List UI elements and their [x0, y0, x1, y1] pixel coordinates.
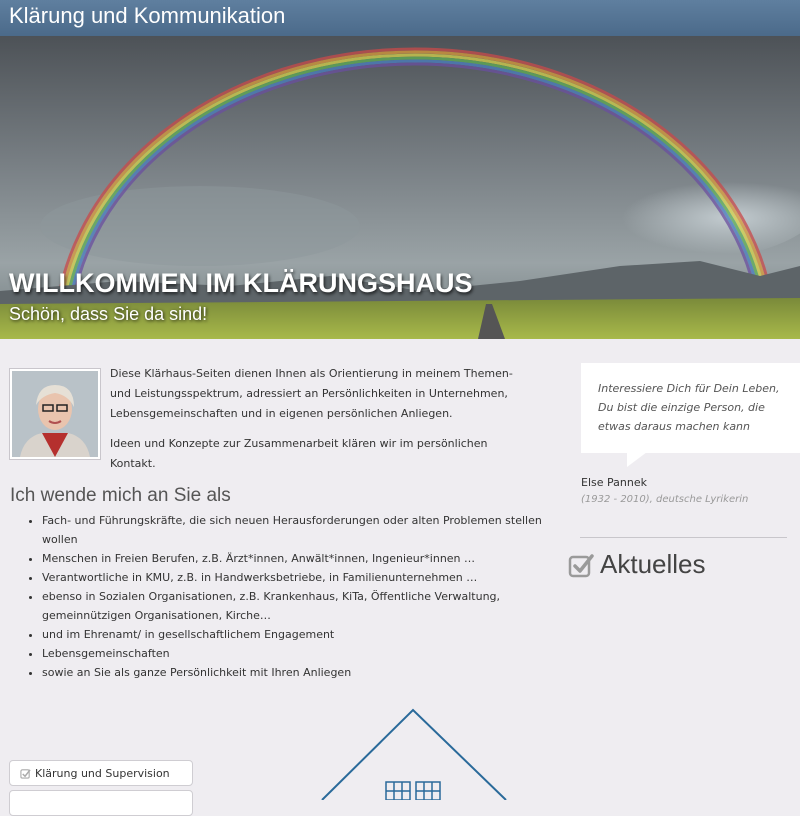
hero-subtitle: Schön, dass Sie da sind!: [9, 304, 208, 324]
quote-author-life: (1932 - 2010), deutsche Lyrikerin: [581, 494, 749, 505]
intro-text: [110, 364, 526, 484]
list-item: • ebenso in Sozialen Organisationen, z.B. Krankenhaus, KiTa, Öffentliche Verwaltung, gemeinnützigen Organisationen, Kirche…: [42, 587, 542, 625]
hero-title: WILLKOMMEN IM KLÄRUNGSHAUS: [9, 268, 473, 298]
nav-item-label: Klärung und Supervision: [35, 766, 170, 780]
site-title[interactable]: Klärung und Kommunikation: [9, 3, 286, 28]
list-item: • sowie an Sie als ganze Persönlichkeit mit Ihren Anliegen: [42, 663, 542, 682]
nav-item-second[interactable]: [9, 790, 193, 816]
house-logo-icon: [320, 708, 510, 800]
list-item: • und im Ehrenamt/ in gesellschaftlichem Engagement: [42, 625, 542, 644]
news-heading: [568, 549, 706, 580]
quote-author: Else Pannek: [581, 476, 647, 489]
intro-paragraph: Ideen und Konzepte zur Zusammenarbeit klären wir im persönlichen Kontakt.: [110, 437, 488, 470]
list-item: • Menschen in Freien Berufen, z.B. Ärzt*innen, Anwält*innen, Ingenieur*innen …: [42, 549, 542, 568]
audience-heading: Ich wende mich an Sie als: [10, 485, 231, 506]
list-item: • Fach- und Führungskräfte, die sich neuen Herausforderungen oder alten Problemen stellen wollen: [42, 511, 542, 549]
portrait-image: [12, 371, 98, 457]
list-item: • Lebensgemeinschaften: [42, 644, 542, 663]
audience-list: [22, 511, 542, 682]
top-bar: [0, 0, 800, 36]
checkbox-checked-icon: [20, 768, 31, 779]
nav-item-klaerung-supervision[interactable]: [9, 760, 193, 786]
hero-banner: [0, 36, 800, 339]
news-heading-label: Aktuelles: [600, 549, 706, 579]
list-item: • Verantwortliche in KMU, z.B. in Handwerksbetriebe, in Familienunternehmen …: [42, 568, 542, 587]
portrait-photo: [9, 368, 101, 460]
checkbox-checked-icon: [568, 552, 594, 578]
intro-paragraph: Diese Klärhaus-Seiten dienen Ihnen als Orientierung in meinem Themen- und Leistungsspektrum, adressiert an Persönlichkeiten in Unternehmen, Lebensgemeinschaften und in eigenen persönlichen Anliegen.: [110, 367, 513, 420]
quote-bubble-tail: [627, 452, 647, 467]
quote-text: Interessiere Dich für Dein Leben, Du bist die einzige Person, die etwas daraus machen kann: [598, 382, 780, 433]
sidebar-divider: [580, 537, 787, 538]
quote-box: [581, 363, 800, 453]
